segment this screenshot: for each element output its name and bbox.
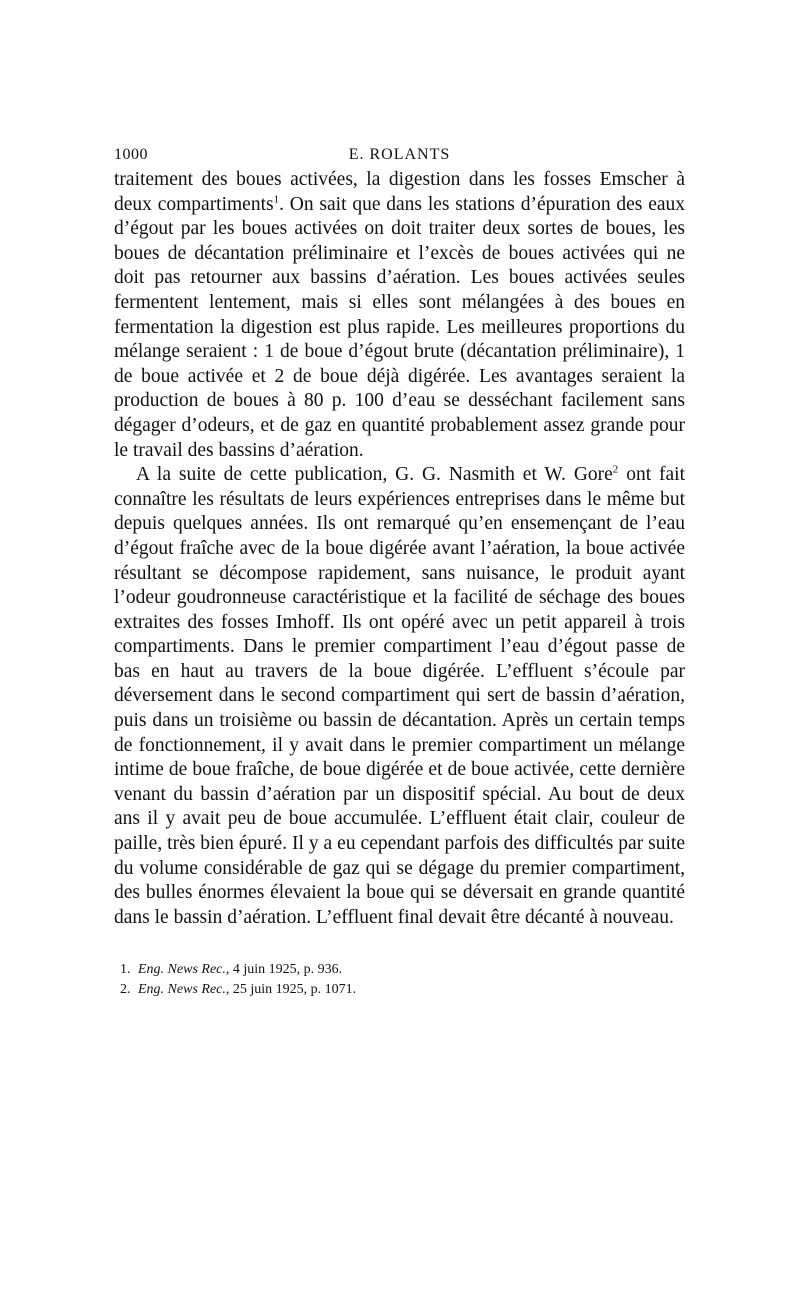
footnote-2 [120, 980, 685, 1000]
paragraph-1-text-b: . On sait que dans les stations d’épuration des eaux d’égout par les boues activées on doit traiter deux sortes de boues, les boues de décantation préliminaire et l’excès de boues activées qui ne doit pas retourner aux bassins d’aération. Les boues activées seules fermentent lentement, mais si elles sont mélangées à des boues en fermentation la digestion est plus rapide. Les meilleures proportions du mélange seraient : 1 de boue d’égout brute (décantation préliminaire), 1 de boue activée et 2 de boue déjà digérée. Les avantages seraient la production de boues à 80 p. 100 d’eau se desséchant facilement sans dégager d’odeurs, et de gaz en quantité probablement assez grande pour le travail des bassins d’aération. [114, 193, 685, 461]
footnote-source: Eng. News Rec. [138, 982, 226, 998]
running-head-author: E. ROLANTS [348, 146, 451, 163]
footnote-1 [120, 960, 685, 980]
footnotes [114, 960, 685, 1000]
paragraph-2-text-b: ont fait connaître les résultats de leurs expériences entreprises dans le même but depuis quelques années. Ils ont remarqué qu’en ensemençant de l’eau d’égout fraîche avec de la boue digérée avant l’aération, la boue activée résultant se décompose rapidement, sans nuisance, le produit ayant l’odeur goudronneuse caractéristique et la facilité de séchage des boues extraites des fosses Imhoff. Ils ont opéré avec un petit appareil à trois compartiments. Dans le premier compartiment l’eau d’égout passe de bas en haut au travers de la boue digérée. L’effluent s’écoule par déversement dans le second compartiment qui sert de bassin d’aération, puis dans un troisième ou bassin de décantation. Après un certain temps de fonctionnement, il y avait dans le premier compartiment un mélange intime de boue fraîche, de boue digérée et de boue activée, cette dernière venant du bassin d’aération par un dispositif spécial. Au bout de deux ans il y avait peu de boue accumulée. L’effluent était clair, couleur de paille, très bien épuré. Il y a eu cependant parfois des difficultés par suite du volume considérable de gaz qui se dégage du premier compartiment, des bulles énormes élevaient la boue qui se déversait en grande quantité dans le bassin d’aération. L’effluent final devait être décanté à nouveau. [114, 464, 685, 928]
body-text [114, 168, 685, 930]
page-number: 1000 [114, 146, 148, 163]
footnote-ref-2: 2 [612, 463, 619, 476]
footnote-detail: , 25 juin 1925, p. 1071. [225, 982, 357, 998]
footnote-detail: , 4 juin 1925, p. 936. [225, 962, 343, 978]
paragraph-1-text-a: traitement des boues activées, la digestion dans les fosses Emscher à deux compartiments [114, 169, 685, 215]
paragraph-2 [114, 463, 685, 930]
paragraph-2-text-a: A la suite de cette publication, G. G. Nasmith et W. Gore [136, 464, 613, 486]
paragraph-1 [114, 168, 685, 463]
footnote-source: Eng. News Rec. [138, 962, 226, 978]
footnote-number: 1. [120, 962, 131, 978]
footnote-ref-1: 1 [273, 193, 280, 206]
running-head [114, 140, 685, 168]
page [114, 140, 685, 1000]
footnote-number: 2. [120, 982, 131, 998]
